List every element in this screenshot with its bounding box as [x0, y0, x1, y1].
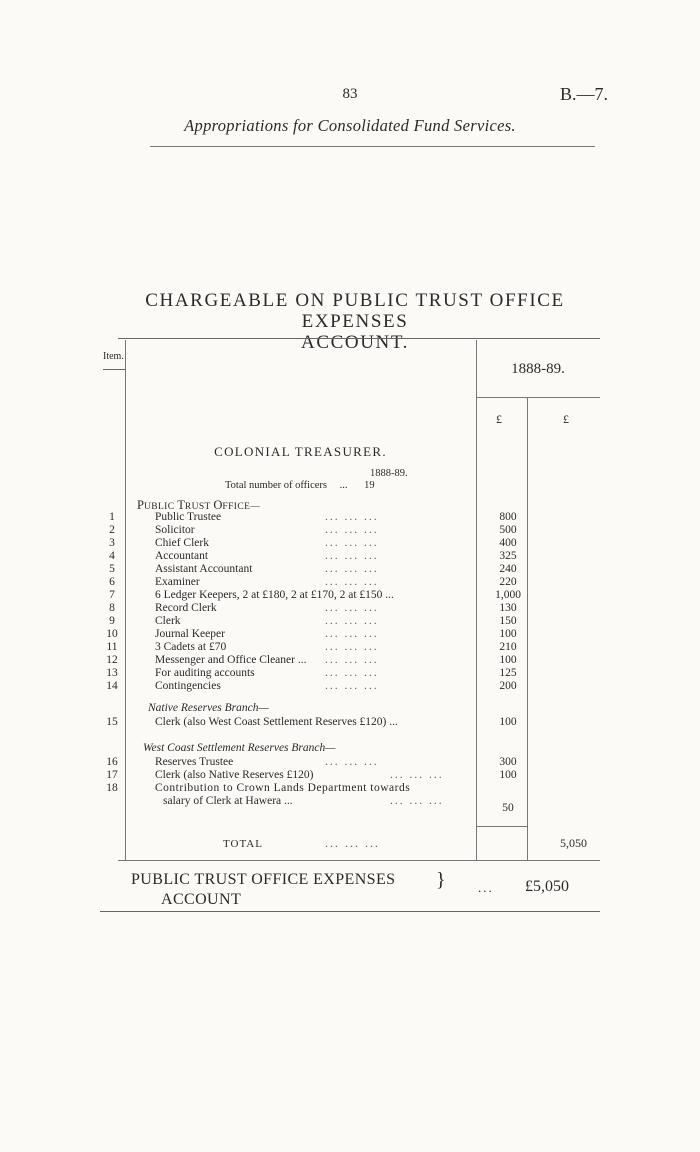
- table-row: 18 Contribution to Crown Lands Department towards: [106, 782, 411, 794]
- officers-year: 1888-89.: [370, 468, 408, 479]
- table-row: 13 For auditing accounts ... ... ... 125: [106, 667, 517, 679]
- year-header-rule: [476, 397, 600, 398]
- officers-line: [225, 480, 375, 491]
- table-row: 17 Clerk (also Native Reserves £120) ... ... ... 100: [106, 769, 517, 781]
- summary-brace: }: [436, 869, 446, 891]
- currency-left: £: [496, 412, 502, 426]
- table-top-rule: [118, 338, 600, 339]
- table-row: 15 Clerk (also West Coast Settlement Reserves £120) ... 100: [106, 716, 517, 728]
- table-row-amount: 50: [502, 802, 514, 814]
- table-row: 16 Reserves Trustee ... ... ... 300: [106, 756, 517, 768]
- table-row: 14 Contingencies ... ... ... 200: [106, 680, 517, 692]
- officers-dots: ...: [339, 480, 348, 491]
- table-row: 9 Clerk ... ... ... 150: [109, 615, 517, 627]
- page-title: [95, 290, 615, 353]
- item-header-rule: [103, 369, 125, 370]
- department-heading: COLONIAL TREASURER.: [214, 444, 387, 459]
- table-row: 12 Messenger and Office Cleaner ... ... ... ... 100: [106, 654, 517, 666]
- subsection-native-reserves: Native Reserves Branch—: [148, 702, 269, 714]
- table-row: 11 3 Cadets at £70 ... ... ... 210: [106, 641, 517, 653]
- table-row: 8 Record Clerk ... ... ... 130: [109, 602, 517, 614]
- table-row: 3 Chief Clerk ... ... ... 400: [109, 537, 517, 549]
- table-bottom-rule: [118, 860, 600, 861]
- table-row: 1 Public Trustee ... ... ... 800: [109, 511, 517, 523]
- table-row: 10 Journal Keeper ... ... ... 100: [106, 628, 517, 640]
- title-line-1: CHARGEABLE ON PUBLIC TRUST OFFICE EXPENSES: [145, 290, 565, 332]
- title-line-2: ACCOUNT.: [301, 332, 409, 353]
- table-row: 7 6 Ledger Keepers, 2 at £180, 2 at £170, 2 at £150 ... 1,000: [109, 589, 521, 601]
- currency-right: £: [563, 412, 569, 426]
- page-number: 83: [342, 86, 358, 102]
- year-column-header: 1888-89.: [511, 361, 565, 377]
- summary-line-2: ACCOUNT: [161, 891, 242, 908]
- table-row: 5 Assistant Accountant ... ... ... 240: [109, 563, 517, 575]
- total-dots: ... ... ...: [325, 836, 380, 850]
- table-row-continued: salary of Clerk at Hawera ... ... ... ...: [163, 795, 444, 807]
- header-rule: [150, 146, 595, 147]
- item-column-header: Item.: [103, 351, 124, 362]
- table-row: 4 Accountant ... ... ... 325: [109, 550, 517, 562]
- summary-line-1: PUBLIC TRUST OFFICE EXPENSES: [131, 871, 396, 888]
- summary-bottom-rule: [100, 911, 600, 912]
- total-label: TOTAL: [223, 838, 263, 850]
- officers-count: 19: [364, 480, 375, 491]
- summary-label: [131, 870, 395, 910]
- document-reference: B.—7.: [560, 84, 609, 104]
- summary-amount: £5,050: [525, 878, 569, 895]
- section-heading-public-trust-office: PUBLIC TRUST OFFICE—: [137, 498, 261, 512]
- subsection-west-coast: West Coast Settlement Reserves Branch—: [143, 742, 336, 754]
- table-row: 2 Solicitor ... ... ... 500: [109, 524, 517, 536]
- total-rule: [476, 826, 527, 827]
- page-subtitle: Appropriations for Consolidated Fund Services.: [184, 116, 516, 135]
- summary-dots: ...: [478, 880, 494, 895]
- total-amount: 5,050: [560, 836, 587, 850]
- table-row: 6 Examiner ... ... ... 220: [109, 576, 517, 588]
- officers-label: Total number of officers: [225, 480, 327, 491]
